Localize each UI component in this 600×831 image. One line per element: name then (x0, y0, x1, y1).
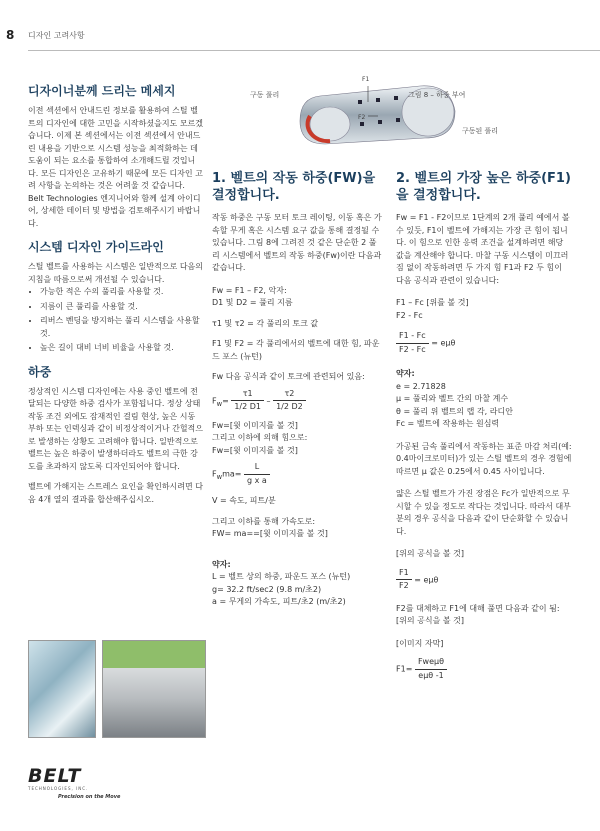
abbr-fc: Fc = 벨트에 작용하는 원심력 (396, 419, 500, 428)
eq-f2-fc: F2 - Fc (396, 310, 423, 320)
formula-subscript: w (216, 473, 223, 482)
note-image-caption: [이미지 자막] (396, 638, 444, 648)
para-load-1: 정상적인 시스템 디자인에는 사용 중인 벨트에 전달되는 다양한 하중 검사가 포함됩니다. 정상 상태 작동 조건 외에도 잠재적인 걸림 현상, 높은 시동 부하 또는 인덱싱과 같이 비정상적이거나 간헐적으로 발생하는 상황도 고려해야 합니다. 일반적으로 벨트는 높은 하중이 발생하더라도 벨트의 극한 강도를 초과하지 않도록 디자인되어야 합니다. (28, 386, 204, 471)
eq-tau: τ1 및 τ2 = 각 풀리의 토크 값 (212, 318, 319, 328)
eq-d1d2: D1 및 D2 = 풀리 지름 (212, 298, 293, 307)
note-img1b: 그리고 이하에 의해 힘으로: (212, 433, 308, 442)
formula-rhs: = eμθ (414, 575, 439, 584)
formula-minus: – (266, 396, 271, 405)
abbr-l: L = 벨트 상의 하중, 파운드 포스 (뉴턴) (212, 572, 351, 581)
abbr-mu: μ = 풀리와 벨트 간의 마찰 계수 (396, 394, 509, 403)
company-logo (28, 766, 128, 806)
formula-rhs: = eμθ (431, 338, 456, 348)
para-mu-range: 가공된 금속 풀리에서 작동하는 표준 마감 처리(예: 0.4마이크로미터)가 있는 스틸 벨트의 경우 경험에 따르면 μ 값은 0.25에서 0.45 사이입니다. (396, 441, 572, 476)
formula-lhs: F1= (396, 664, 413, 674)
formula-simplified (396, 567, 572, 593)
abbr-a: a = 무게의 가속도, 피트/초2 (m/초2) (212, 597, 346, 606)
label-drive-pulley: 구동 풀리 (250, 91, 280, 99)
fraction-tau1: $\frac{\tau 1}{1/2 D1}$ (231, 388, 264, 414)
logo-text: BELT (28, 765, 82, 787)
fraction-tau2: $\frac{\tau 2}{1/2 D2}$ (273, 388, 306, 414)
middle-column (212, 170, 382, 609)
note-img1: Fw=[윗 이미지를 볼 것] (212, 420, 298, 430)
pulley-diagram (250, 76, 550, 156)
eq-velocity: V = 속도, 피트/분 (212, 496, 276, 505)
eq-fw: Fw = F1 – F2, 악자: (212, 285, 287, 295)
fraction-f1-f2: $\frac{F1}{F2}$ (396, 567, 412, 593)
formula-symbol: F (212, 469, 217, 479)
page-number: 8 (6, 28, 15, 42)
tagline: Precision on the Move (58, 794, 121, 800)
list-item: • 가능한 적은 수의 풀리를 사용할 것. (40, 286, 204, 299)
page-header (0, 0, 600, 60)
photo-belt-assembly (28, 640, 96, 738)
list-item: • 높은 길이 대비 너비 비율을 사용할 것. (40, 342, 204, 355)
formula-subscript: w (216, 399, 223, 408)
guideline-list (28, 286, 204, 355)
formula-fw-ma (212, 461, 382, 487)
figure-8 (250, 76, 550, 156)
formula-fw-torque (212, 388, 382, 414)
note-accel2: FW= ma==[윗 이미지를 볼 것] (212, 529, 328, 538)
para-guidelines: 스틸 벨트를 사용하는 시스템은 일반적으로 다음의 지침을 따름으로써 개선될 수 있습니다. (28, 262, 204, 284)
section-title: 디자인 고려사항 (28, 31, 85, 40)
para-load-2: 벨트에 가해지는 스트레스 요인을 확인하시려면 다음 4개 열의 결과를 합산해주십시오. (28, 482, 204, 504)
label-f2: F2 (358, 114, 366, 121)
abbr-g: g= 32.2 ft/sec2 (9.8 m/초2) (212, 584, 322, 594)
heading-highest-load: 2. 벨트의 가장 높은 하중(F1)을 결정합니다. (396, 171, 571, 203)
fraction-l-ga: $\frac{L}{\text{g x a}}$ (244, 461, 270, 487)
figure-caption: 그림 8 – 하중 부여 (408, 91, 466, 99)
photo-conveyor-mechanism (102, 640, 206, 738)
para-fc-negligible: 얇은 스틸 벨트가 가진 장점은 Fc가 일반적으로 무시할 수 있을 정도로 작다는 것입니다. 따라서 대부분의 경우 공식을 다음과 같이 단순화할 수 있습니다. (396, 489, 571, 536)
formula-friction (396, 330, 572, 356)
fraction-final: $\frac{\text{Fweμθ}}{\text{eμθ -1}}$ (415, 656, 447, 682)
eq-f1-fc: F1 – Fc [위를 볼 것] (396, 298, 469, 307)
note-accel: 그리고 이하를 통해 가속도로: (212, 516, 316, 526)
para-substitute: F2를 대체하고 F1에 대해 풀면 다음과 같이 됨: [위의 공식을 볼 것] (396, 603, 560, 625)
heading-designer-message: 디자이너분께 드리는 메세지 (28, 84, 176, 98)
heading-working-load: 1. 벨트의 작동 하중(FW)을 결정합니다. (212, 171, 376, 203)
header-divider (28, 50, 600, 51)
note-img1c: Fw=[윗 이미지를 볼 것] (212, 445, 298, 455)
para-message-2: Belt Technologies 엔지니어와 함께 설계 아이디어, 상세한 데이터 및 방법을 검토해주시기 바랍니다. (28, 193, 201, 228)
formula-symbol: F (212, 396, 217, 405)
formula-f1-final (396, 656, 572, 682)
abbr-heading: 약자: (212, 559, 231, 569)
list-item: • 지름이 큰 풀리를 사용할 것. (40, 301, 204, 314)
para-working-load: 작동 하중은 구동 모터 토크 레이팅, 이동 혹은 가속할 무게 혹은 시스템 요구 값을 통해 결정될 수 있습니다. 그림 8에 그려진 것 같은 단순한 2 풀리 시스템에서 벨트의 작동 하중(Fw)이란 다음과 같습니다. (212, 213, 382, 272)
left-column (28, 84, 204, 514)
label-driven-pulley: 구동된 풀리 (462, 127, 499, 135)
fraction-f1f2-fc: $\frac{F1 - Fc}{F2 - Fc}$ (396, 330, 429, 356)
heading-guidelines: 시스템 디자인 가이드라인 (28, 240, 164, 254)
heading-load: 하중 (28, 364, 52, 379)
list-item: • 리버스 벤딩을 방지하는 풀리 시스템을 사용할 것. (40, 315, 204, 340)
abbr-heading: 약자: (396, 369, 415, 378)
para-message-1: 이전 섹션에서 안내드린 정보를 활용하여 스틸 벨트의 디자인에 대한 고민을 시작하셨을지도 모르겠습니다. 이제 본 섹션에서는 이전 섹션에서 안내드린 내용을 기반으로 시스템 성능을 최적화하는 데 도움이 되는 요소를 통합하여 소개해드릴 것입니다. 모든 디자인은 고유하기 때문에 모든 디자인 고려 사항을 논의하는 것은 어려울 것 같습니다. (28, 106, 204, 190)
label-f1: F1 (362, 76, 370, 83)
formula-equals: ma= (222, 469, 242, 479)
abbr-theta: θ = 풀리 위 벨트의 랩 각, 라디안 (396, 406, 513, 416)
right-column (396, 170, 572, 682)
abbr-e: e = 2.71828 (396, 381, 446, 391)
logo-subtext: TECHNOLOGIES, INC. (28, 786, 89, 791)
para-highest-load: Fw = F1 - F2이므로 1단계의 2개 풀리 예에서 볼 수 있듯, F1이 벨트에 가해지는 가장 큰 힘이 됩니다. 이 힘으로 인한 응력 조건을 설계하려면 해당 값을 계산해야 합니다. 마찰 구동 시스템이 미끄러짐 없이 작동하려면 두 가지 힘 F1과 F2 두 힘이 다음 공식과 관련이 있습니다: (396, 213, 570, 285)
note-see-formula: [위의 공식을 볼 것] (396, 549, 464, 558)
formula-equals: = (222, 396, 229, 405)
eq-f1f2: F1 및 F2 = 각 풀리에서의 벨트에 대한 힘, 파운드 포스 (뉴턴) (212, 339, 380, 361)
para-fw-relation: Fw 다음 공식과 같이 토크에 관련되어 있음: (212, 372, 365, 381)
